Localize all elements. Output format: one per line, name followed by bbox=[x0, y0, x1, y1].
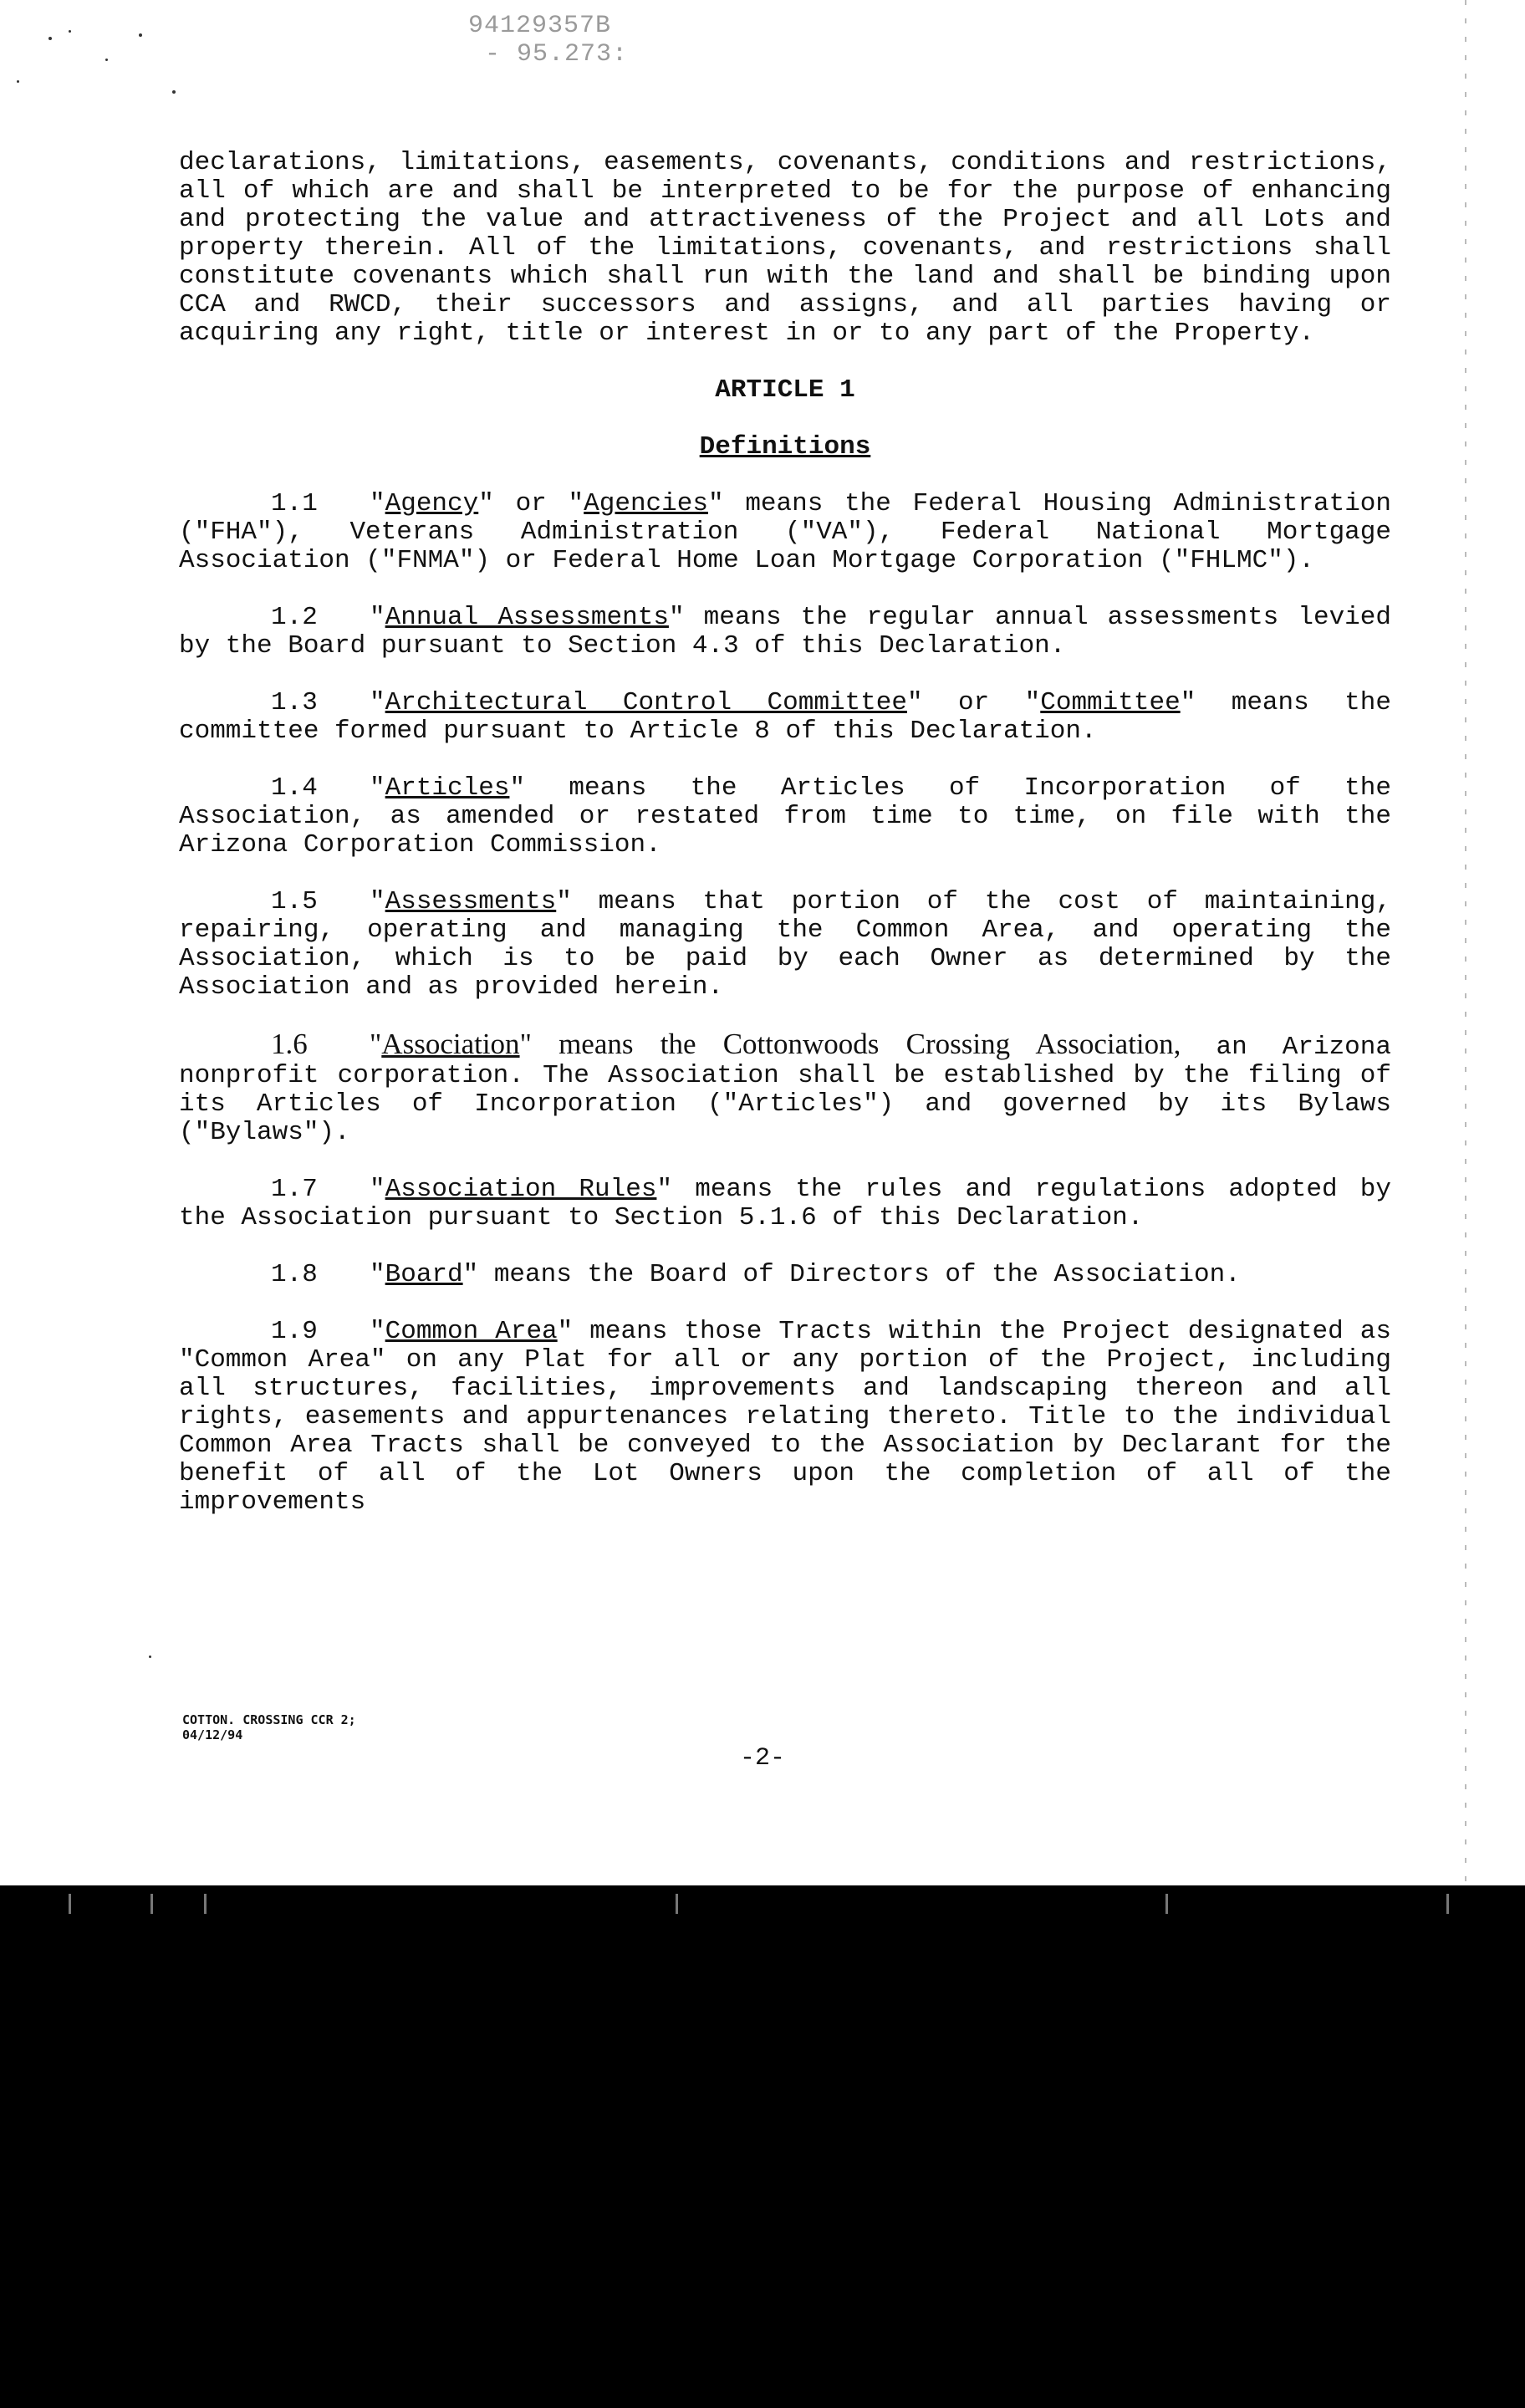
definition-paragraph: 1.9 "Common Area" means those Tracts within the Project designated as "Common Area" on any Plat for all or any portion of the Project, including all structures, facilities, improvements and landscaping thereon and all rights, easements and appurtenances relating thereto. Title to the individual Common Area Tracts shall be conveyed to the Association by Declarant for the benefit of all of the Lot Owners upon the completion of all of the improvements bbox=[179, 1317, 1391, 1517]
defined-term: Agencies bbox=[584, 489, 708, 518]
defined-term: Association bbox=[381, 1028, 520, 1060]
defined-term: Annual Assessments bbox=[385, 603, 669, 632]
document-code-line-2: 04/12/94 bbox=[182, 1727, 243, 1742]
definition-number: 1.4 bbox=[271, 773, 318, 803]
definition-number: 1.6 bbox=[271, 1028, 308, 1060]
defined-term: Committee bbox=[1040, 688, 1181, 717]
definition-paragraph: 1.6 "Association" means the Cottonwoods Crossing Association, an Arizona nonprofit corporation. The Association shall be established by the filing of its Articles of Incorporation ("Articles") and governed by its Bylaws ("Bylaws"). bbox=[179, 1028, 1391, 1147]
scan-black-band bbox=[0, 1885, 1525, 2408]
page-number: -2- bbox=[739, 1744, 785, 1773]
defined-term: Assessments bbox=[385, 887, 557, 916]
definition-number: 1.8 bbox=[271, 1260, 318, 1289]
scan-band-mark bbox=[69, 1894, 71, 1914]
definition-number: 1.5 bbox=[271, 887, 318, 916]
scan-band-mark bbox=[1446, 1894, 1449, 1914]
document-code bbox=[182, 1712, 356, 1742]
definition-paragraph: 1.2 "Annual Assessments" means the regular annual assessments levied by the Board pursuant to Section 4.3 of this Declaration. bbox=[179, 603, 1391, 661]
document-body bbox=[179, 149, 1391, 1517]
definition-paragraph: 1.8 "Board" means the Board of Directors of the Association. bbox=[271, 1260, 1241, 1289]
stamp-line-1: 94129357B bbox=[468, 12, 612, 40]
definitions-subheading: Definitions bbox=[699, 432, 871, 462]
defined-term: Common Area bbox=[385, 1317, 558, 1346]
scan-speck bbox=[149, 1656, 151, 1658]
definition-paragraph: 1.1 "Agency" or "Agencies" means the Federal Housing Administration ("FHA"), Veterans Administration ("VA"), Federal National Mortgage Association ("FNMA") or Federal Home Loan Mortgage Corporation ("FHLMC"). bbox=[179, 489, 1391, 575]
scan-band-mark bbox=[150, 1894, 153, 1914]
intro-paragraph: declarations, limitations, easements, covenants, conditions and restrictions, all of which are and shall be interpreted to be for the purpose of enhancing and protecting the value and attractiveness of the Project and all Lots and property therein. All of the limitations, covenants, and restrictions shall constitute covenants which shall run with the land and shall be binding upon CCA and RWCD, their successors and assigns, and all parties having or acquiring any right, title or interest in or to any part of the Property. bbox=[179, 148, 1391, 348]
definition-number: 1.7 bbox=[271, 1175, 318, 1204]
definition-number: 1.3 bbox=[271, 688, 318, 717]
scan-speck bbox=[69, 30, 71, 33]
scan-speck bbox=[105, 59, 108, 61]
defined-term: Architectural Control Committee bbox=[385, 688, 907, 717]
article-heading: ARTICLE 1 bbox=[715, 375, 855, 405]
scan-speck bbox=[172, 90, 176, 94]
definition-paragraph: 1.7 "Association Rules" means the rules and regulations adopted by the Association pursuant to Section 5.1.6 of this Declaration. bbox=[179, 1175, 1391, 1232]
scan-speck bbox=[48, 37, 52, 40]
definition-paragraph: 1.5 "Assessments" means that portion of the cost of maintaining, repairing, operating and managing the Common Area, and operating the Association, which is to be paid by each Owner as determined by the Association and as provided herein. bbox=[179, 887, 1391, 1002]
scan-speck bbox=[17, 80, 19, 83]
scan-edge-marks bbox=[1465, 0, 1466, 1881]
defined-term: Board bbox=[385, 1260, 463, 1289]
recording-stamp bbox=[468, 12, 628, 69]
document-code-line-1: COTTON. CROSSING CCR 2; bbox=[182, 1712, 356, 1727]
definition-number: 1.2 bbox=[271, 603, 318, 632]
definition-paragraph: 1.3 "Architectural Control Committee" or "Committee" means the committee formed pursuant to Article 8 of this Declaration. bbox=[179, 688, 1391, 746]
defined-term: Articles bbox=[385, 773, 510, 803]
scan-band-mark bbox=[676, 1894, 678, 1914]
defined-term: Association Rules bbox=[385, 1175, 657, 1204]
definition-paragraph: 1.4 "Articles" means the Articles of Incorporation of the Association, as amended or restated from time to time, on file with the Arizona Corporation Commission. bbox=[179, 773, 1391, 860]
definition-number: 1.1 bbox=[271, 489, 318, 518]
scan-band-mark bbox=[204, 1894, 207, 1914]
stamp-line-2: - 95.273: bbox=[485, 40, 629, 69]
defined-term: Agency bbox=[385, 489, 479, 518]
definition-number: 1.9 bbox=[271, 1317, 318, 1346]
scan-speck bbox=[139, 33, 142, 37]
scan-band-mark bbox=[1165, 1894, 1168, 1914]
